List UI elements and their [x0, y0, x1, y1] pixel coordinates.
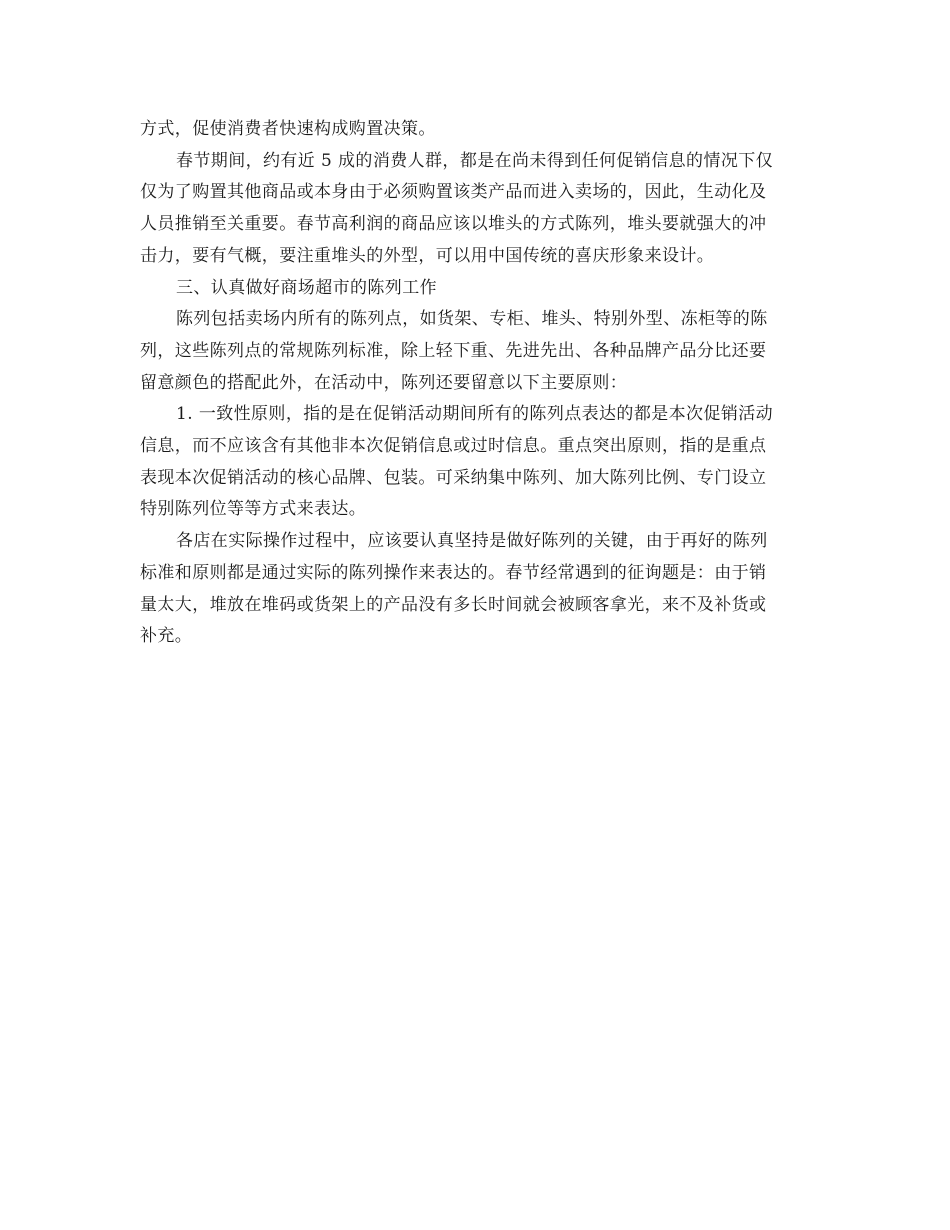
text-line: 信息，而不应该含有其他非本次促销信息或过时信息。重点突出原则，指的是重点: [140, 436, 767, 457]
text-line: 标准和原则都是通过实际的陈列操作来表达的。春节经常遇到的征询题是：由于销: [140, 562, 767, 583]
paragraph-display-points: [140, 304, 812, 399]
paragraph-consistency-principle: [140, 399, 812, 526]
document-body: [140, 114, 812, 653]
text-line: 量太大，堆放在堆码或货架上的产品没有多长时间就会被顾客拿光，来不及补货或: [140, 594, 767, 615]
paragraph-continuation: [140, 114, 812, 146]
text-line: 各店在实际操作过程中，应该要认真坚持是做好陈列的关键，由于再好的陈列: [176, 531, 768, 552]
text-line: 方式，促使消费者快速构成购置决策。: [140, 119, 436, 139]
section-heading: 三、认真做好商场超市的陈列工作: [176, 277, 437, 298]
text-line: 春节期间，约有近 5 成的消费人群，都是在尚未得到任何促销信息的情况下仅: [176, 150, 774, 171]
text-line: 人员推销至关重要。春节高利润的商品应该以堆头的方式陈列，堆头要就强大的冲: [140, 214, 767, 235]
paragraph-store-operation: [140, 526, 812, 653]
text-line: 特别陈列位等等方式来表达。: [140, 499, 367, 520]
text-line: 陈列包括卖场内所有的陈列点，如货架、专柜、堆头、特别外型、冻柜等的陈: [176, 309, 768, 330]
text-line: 1. 一致性原则，指的是在促销活动期间所有的陈列点表达的都是本次促销活动: [176, 404, 774, 425]
text-line: 表现本次促销活动的核心品牌、包装。可采纳集中陈列、加大陈列比例、专门设立: [140, 467, 767, 488]
text-line: 列，这些陈列点的常规陈列标准，除上轻下重、先进先出、各种品牌产品分比还要: [140, 340, 767, 361]
text-line: 留意颜色的搭配此外，在活动中，陈列还要留意以下主要原则：: [140, 372, 628, 393]
section-heading-display-work: [140, 273, 812, 305]
text-line: 击力，要有气概，要注重堆头的外型，可以用中国传统的喜庆形象来设计。: [140, 245, 715, 266]
text-line: 补充。: [140, 626, 193, 647]
text-line: 仅为了购置其他商品或本身由于必须购置该类产品而进入卖场的，因此，生动化及: [140, 182, 767, 203]
paragraph-spring-festival-shoppers: [140, 146, 812, 273]
